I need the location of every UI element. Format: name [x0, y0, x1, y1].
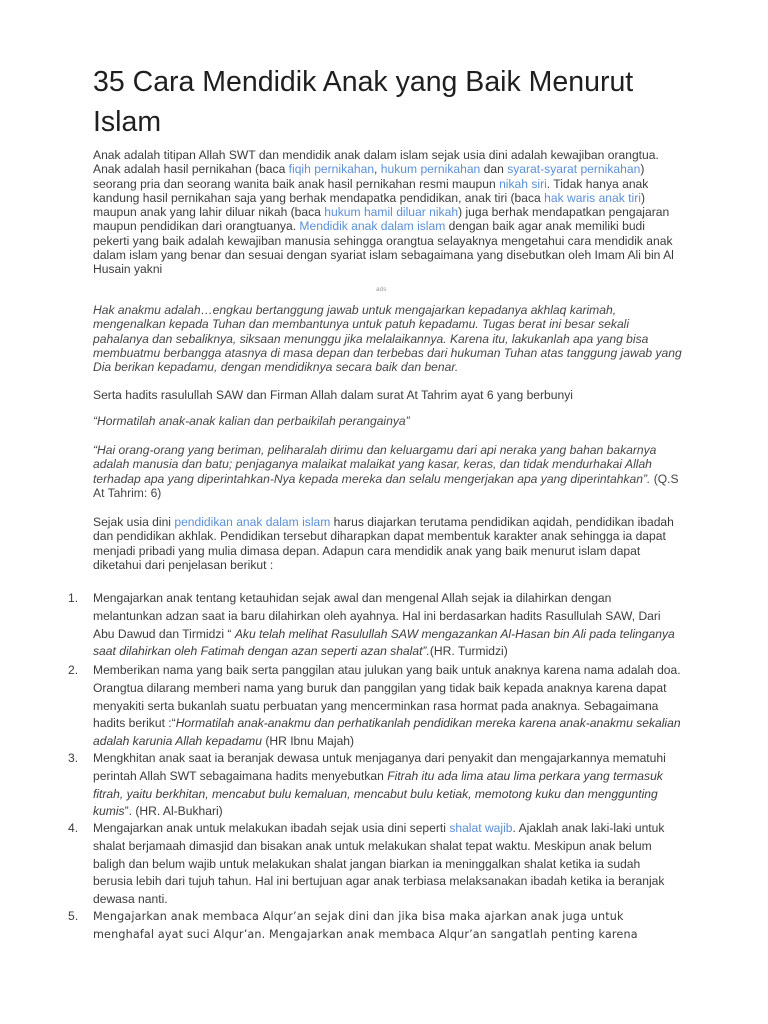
intro-text-7: ) juga berhak mendapatkan pengajaran maupun pendidikan dari orangtuanya.: [93, 205, 670, 234]
link-syarat-pernikahan[interactable]: syarat-syarat pernikahan: [507, 162, 641, 177]
list-item-hadith: Hormatilah anak-anakmu dan perhatikanlah pendidikan mereka karena anak-anakmu sekalian adalah karunia Allah kepadamu: [93, 716, 681, 749]
tips-list: [68, 590, 683, 943]
list-item-number: 4.: [68, 821, 79, 835]
link-fiqih-pernikahan[interactable]: fiqih pernikahan: [288, 162, 375, 177]
intro-text-6: ) maupun anak yang lahir diluar nikah (baca: [93, 190, 645, 220]
list-item-text: Memberikan nama yang baik serta panggilan atau julukan yang baik untuk anaknya karena nama adalah doa. Orangtua dilarang memberi nama yang buruk dan panggilan yang tidak baik kepada anaknya karena dapat menyakiti serta bukanlah suatu perbuatan yang mencerminkan rasa hormat pada anaknya. Sebagaimana hadits berikut :“: [93, 663, 681, 731]
intro-text-5: . Tidak hanya anak kandung hasil pernikahan saja yang berhak mendapatka pendidikan, anak tiri (baca: [93, 176, 649, 205]
imam-ali-quote: Hak anakmu adalah…engkau bertanggung jawab untuk mengajarkan kepadanya akhlaq karimah, mengenalkan kepada Tuhan dan membantunya untuk patuh kepadamu. Tugas berat ini besar sekali pahalanya dan sebaliknya, siksaan menunggu jika melalaikannya. Karena itu, lakukanlah apa yang bisa membuatmu berbangga atasnya di masa depan dan terbebas dari hukuman Tuhan atas tanggung jawab yang Dia berikan kepadamu, dengan mendidiknya secara baik dan benar.: [93, 303, 682, 375]
quran-quote: [93, 443, 683, 500]
quran-quote-reference: (Q.S At Tahrim: 6): [93, 471, 679, 500]
list-item-reference: (HR. Turmidzi): [429, 644, 508, 659]
education-paragraph: [93, 515, 683, 572]
link-shalat-wajib[interactable]: shalat wajib: [449, 821, 513, 835]
link-hukum-pernikahan[interactable]: hukum pernikahan: [380, 162, 481, 177]
list-item-hadith: Aku telah melihat Rasulullah SAW mengazankan Al-Hasan bin Ali pada telinganya saat dilahirkan oleh Fatimah dengan azan seperti azan shalat”.: [93, 626, 675, 659]
hadith-quote: “Hormatilah anak-anak kalian dan perbaikilah perangainya”: [93, 414, 410, 428]
list-item-reference: (HR Ibnu Majah): [261, 734, 355, 749]
link-nikah-siri[interactable]: nikah siri: [499, 176, 547, 191]
list-item-number: 1.: [68, 591, 79, 605]
intro-text-4: ) seorang pria dan seorang wanita baik anak hasil pernikahan resmi maupun: [93, 162, 645, 191]
list-item-text-continued: . Ajaklah anak laki-laki untuk shalat berjamaah dimasjid dan bisakan anak untuk melakukan shalat tepat waktu. Meskipun anak belum baligh dan belum wajib untuk melakukan shalat jangan biarkan ia meninggalkan shalat ketika ia sudah berusia lebih dari tujuh tahun. Hal ini bertujuan agar anak terbiasa melaksanakan ibadah ketika ia beranjak dewasa nanti.: [93, 821, 665, 907]
page-title: 35 Cara Mendidik Anak yang Baik Menurut Islam: [93, 66, 634, 138]
intro-paragraph: [93, 148, 683, 277]
education-text-1: Sejak usia dini: [93, 515, 175, 529]
quran-quote-text: “Hai orang-orang yang beriman, peliharalah dirimu dan keluargamu dari api neraka yang bahan bakarnya adalah manusia dan batu; penjaganya malaikat malaikat yang kasar, keras, dan tidak mendurhakai Allah terhadap apa yang diperintahkan-Nya kepada mereka dan selalu mengerjakan apa yang diperintahkan”.: [93, 443, 657, 486]
list-item: [68, 590, 683, 662]
list-item: [68, 908, 683, 943]
list-item-text: Mengkhitan anak saat ia beranjak dewasa untuk menjaganya dari penyakit dan mengajarkannya mematuhi perintah Allah SWT sebagaimana hadits menyebutkan: [93, 751, 666, 783]
list-item-text: Mengajarkan anak tentang ketauhidan sejak awal dan mengenal Allah sejak ia dilahirkan dengan melantunkan adzan saat ia baru dilahirkan oleh ayahnya. Hal ini berdasarkan hadits Rasullulah SAW, Dari Abu Dawud dan Tirmidzi “: [93, 591, 661, 641]
intro-text-2: ,: [374, 162, 381, 177]
hadith-intro: Serta hadits rasulullah SAW dan Firman Allah dalam surat At Tahrim ayat 6 yang berbunyi: [93, 388, 573, 402]
list-item-number: 3.: [68, 751, 79, 765]
list-item-text: Mengajarkan anak membaca Alqur’an sejak dini dan jika bisa maka ajarkan anak juga untuk menghafal ayat suci Alqur’an. Mengajarkan anak membaca Alqur’an sangatlah penting karena: [93, 910, 638, 941]
list-item: [68, 662, 683, 750]
education-text-2: harus diajarkan terutama pendidikan aqidah, pendidikan ibadah dan pendidikan akhlak. Pendidikan tersebut diharapkan dapat membentuk karakter anak sehingga ia dapat menjadi pribadi yang mulia dimasa depan. Adapun cara mendidik anak yang baik menurut islam dapat diketahui dari penjelasan berikut :: [93, 515, 674, 572]
intro-text-3: dan: [480, 162, 508, 177]
link-mendidik-anak-dalam-islam[interactable]: Mendidik anak dalam islam: [299, 219, 446, 234]
list-item-hadith: Fitrah itu ada lima atau lima perkara yang termasuk fitrah, yaitu berkhitan, mencabut bulu kemaluan, mencabut bulu ketiak, memotong kuku dan menggunting kumis: [93, 768, 663, 819]
link-hukum-hamil-diluar-nikah[interactable]: hukum hamil diluar nikah: [324, 205, 459, 220]
list-item-reference: ”. (HR. Al-Bukhari): [124, 804, 223, 819]
list-item-number: 5.: [68, 909, 79, 923]
link-hak-waris-anak-tiri[interactable]: hak waris anak tiri: [544, 190, 641, 205]
intro-text-1: Anak adalah titipan Allah SWT dan mendidik anak dalam islam sejak usia dini adalah kewajiban orangtua. Anak adalah hasil pernikahan (baca: [93, 148, 659, 177]
ads-label: ads: [376, 286, 387, 293]
list-item-text: Mengajarkan anak untuk melakukan ibadah sejak usia dini seperti: [93, 821, 450, 835]
link-pendidikan-anak-dalam-islam[interactable]: pendidikan anak dalam islam: [174, 515, 331, 529]
list-item: [68, 820, 683, 908]
list-item: [68, 750, 683, 820]
intro-text-8: dengan baik agar anak memiliki budi pekerti yang baik adalah kewajiban manusia sehingga orangtua selayaknya mengetahui cara mendidik anak dalam islam yang benar dan sesuai dengan syariat islam sebagaimana yang disebutkan oleh Imam Ali bin Al Husain yakni: [93, 219, 674, 277]
list-item-number: 2.: [68, 663, 79, 677]
